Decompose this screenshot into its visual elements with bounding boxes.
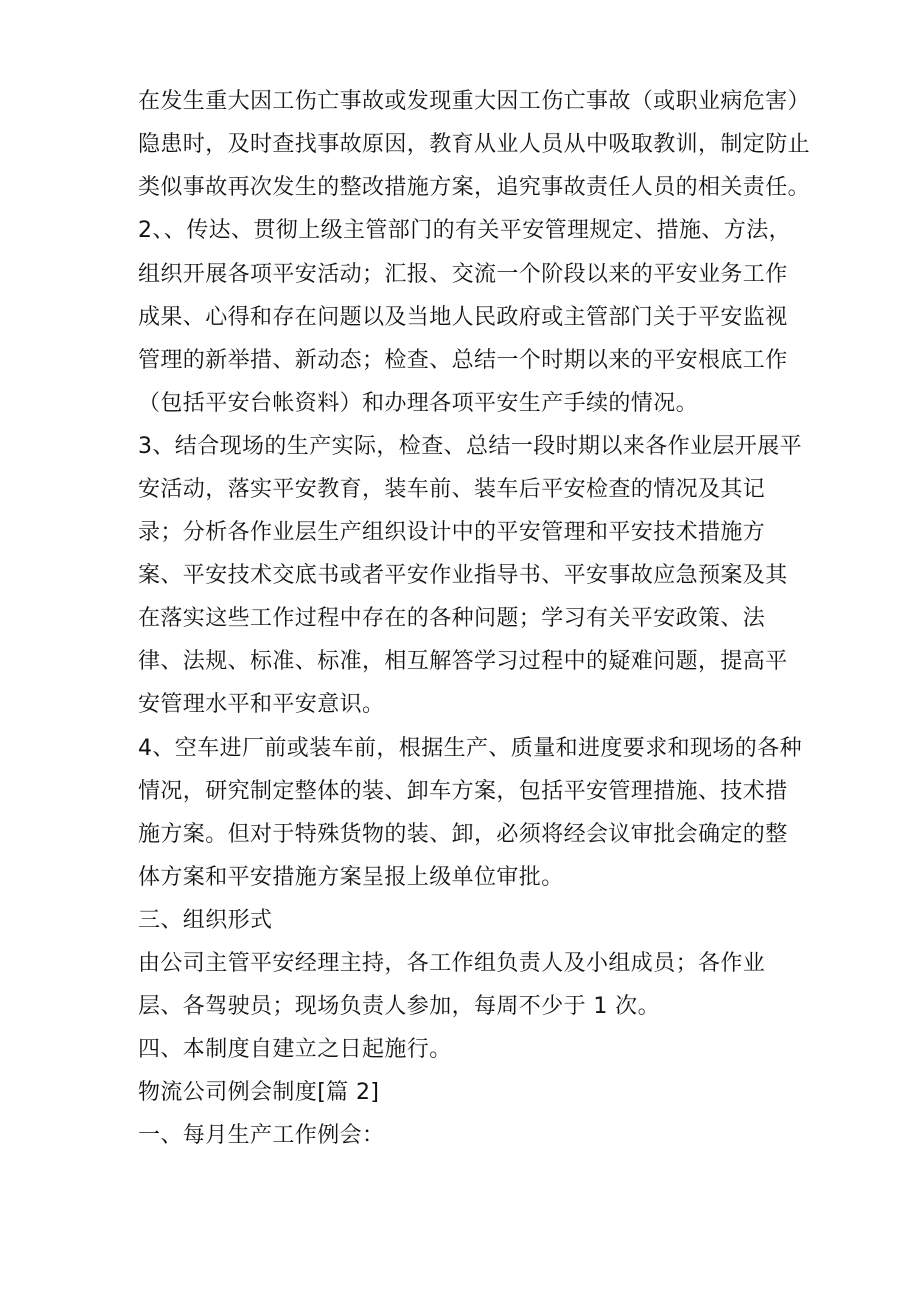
text-line: 组织开展各项平安活动；汇报、交流一个阶段以来的平安业务工作: [138, 262, 788, 287]
text-line: 管理的新举措、新动态；检查、总结一个时期以来的平安根底工作: [138, 348, 788, 373]
section-heading: 三、组织形式: [138, 908, 273, 933]
text-line: （包括平安台帐资料）和办理各项平安生产手续的情况。: [138, 391, 699, 416]
text-line: 隐患时，及时查找事故原因，教育从业人员从中吸取教训，制定防止: [138, 132, 811, 157]
text-line: 施方案。但对于特殊货物的装、卸，必须将经会议审批会确定的整: [138, 822, 788, 847]
text-line: 安活动，落实平安教育，装车前、装车后平安检查的情况及其记: [138, 477, 766, 502]
text-line: 在发生重大因工伤亡事故或发现重大因工伤亡事故（或职业病危害）: [138, 89, 811, 114]
text-line: 层、各驾驶员；现场负责人参加，每周不少于 1 次。: [138, 994, 660, 1019]
text-line: 安管理水平和平安意识。: [138, 692, 385, 717]
section-heading: 四、本制度自建立之日起施行。: [138, 1037, 452, 1062]
text-line: 情况，研究制定整体的装、卸车方案，包括平安管理措施、技术措: [138, 779, 788, 804]
section-heading: 一、每月生产工作例会：: [138, 1123, 385, 1148]
text-line: 2、、传达、贯彻上级主管部门的有关平安管理规定、措施、方法，: [138, 218, 791, 243]
text-line: 案、平安技术交底书或者平安作业指导书、平安事故应急预案及其: [138, 563, 788, 588]
text-line: 由公司主管平安经理主持，各工作组负责人及小组成员；各作业: [138, 951, 766, 976]
text-line: 体方案和平安措施方案呈报上级单位审批。: [138, 865, 564, 890]
text-line: 成果、心得和存在问题以及当地人民政府或主管部门关于平安监视: [138, 305, 788, 330]
text-line: 4、空车进厂前或装车前，根据生产、质量和进度要求和现场的各种: [138, 736, 802, 761]
text-line: 在落实这些工作过程中存在的各种问题；学习有关平安政策、法: [138, 606, 766, 631]
text-line: 3、结合现场的生产实际，检查、总结一段时期以来各作业层开展平: [138, 434, 802, 459]
text-line: 律、法规、标准、标准，相互解答学习过程中的疑难问题，提高平: [138, 649, 788, 674]
text-line: 类似事故再次发生的整改措施方案，追究事故责任人员的相关责任。: [138, 175, 811, 200]
document-title: 物流公司例会制度[篇 2]: [138, 1080, 380, 1105]
text-line: 录；分析各作业层生产组织设计中的平安管理和平安技术措施方: [138, 520, 766, 545]
